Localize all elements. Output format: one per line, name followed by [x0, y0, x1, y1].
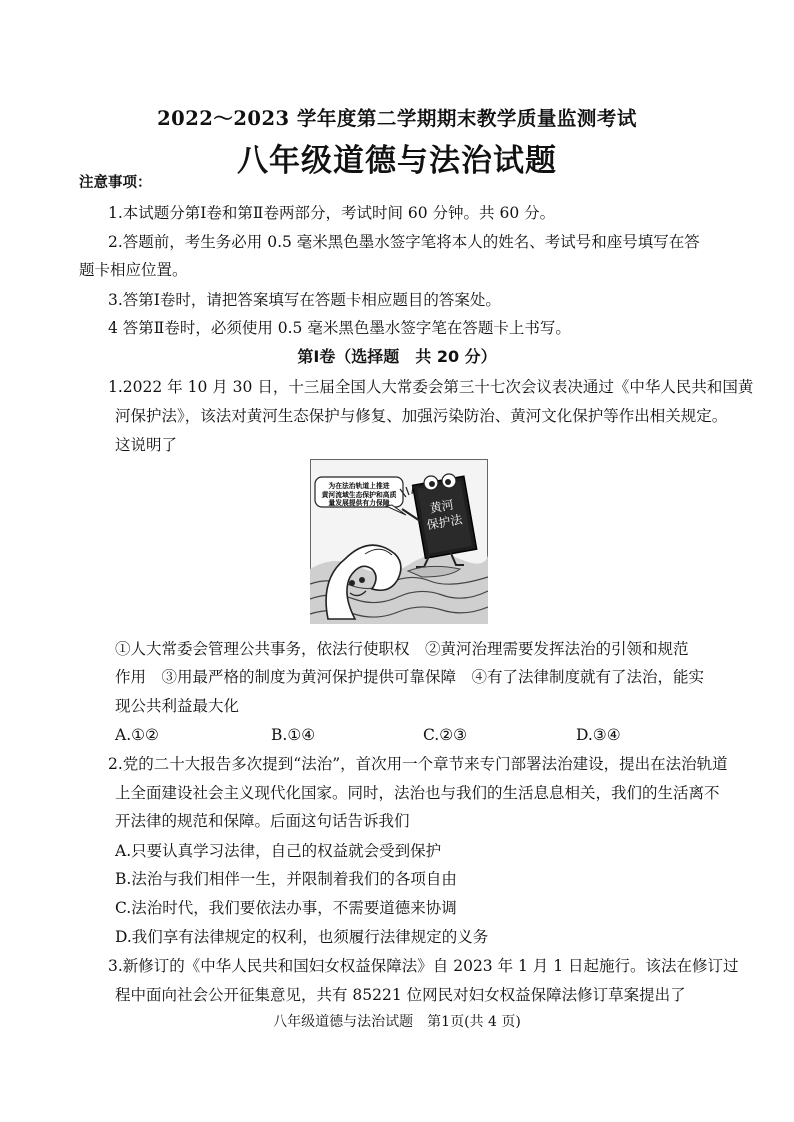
notice-item-3: 3.答第Ⅰ卷时，请把答案填写在答题卡相应题目的答案处。 — [108, 291, 501, 309]
q1-option-c: C.②③ — [423, 726, 468, 744]
page-footer: 八年级道德与法治试题 第1页(共 4 页) — [273, 1014, 521, 1030]
q3-line-2: 程中面向社会公开征集意见，共有 85221 位网民对妇女权益保障法修订草案提出了 — [115, 986, 686, 1004]
q2-line-3: 开法律的规范和保障。后面这句话告诉我们 — [115, 812, 410, 830]
yellow-river-protection-law-cartoon — [310, 459, 488, 624]
q1-line-1: 1.2022 年 10 月 30 日，十三届全国人大常委会第三十七次会议表决通过《中华人民共和国黄 — [108, 378, 754, 396]
notice-item-2: 2.答题前，考生务必用 0.5 毫米黑色墨水签字笔将本人的姓名、考试号和座号填写在答 — [108, 233, 700, 251]
q1-line-3: 这说明了 — [115, 436, 178, 454]
q3-line-1: 3.新修订的《中华人民共和国妇女权益保障法》自 2023 年 1 月 1 日起施行。该法在修订过 — [108, 957, 739, 975]
notice-item-1: 1.本试题分第Ⅰ卷和第Ⅱ卷两部分，考试时间 60 分钟。共 60 分。 — [108, 204, 556, 222]
q2-option-d: D.我们享有法律规定的权利，也须履行法律规定的义务 — [115, 928, 489, 946]
q1-statements-1: ①人大常委会管理公共事务，依法行使职权 ②黄河治理需要发挥法治的引领和规范 — [115, 640, 689, 658]
q2-option-b: B.法治与我们相伴一生，并限制着我们的各项自由 — [115, 870, 457, 888]
notice-heading: 注意事项： — [79, 175, 152, 191]
q2-option-a: A.只要认真学习法律，自己的权益就会受到保护 — [115, 842, 442, 860]
book-title-1: 黄河 — [428, 497, 455, 516]
q1-statements-2: 作用 ③用最严格的制度为黄河保护提供可靠保障 ④有了法律制度就有了法治，能实 — [115, 668, 705, 686]
bubble-text-3: 量发展提供有力保障 — [328, 499, 390, 507]
subject-title: 八年级道德与法治试题 — [237, 143, 557, 179]
notice-item-2-cont: 题卡相应位置。 — [79, 261, 188, 279]
q2-option-c: C.法治时代，我们要依法办事，不需要道德来协调 — [115, 899, 457, 917]
q1-line-2: 河保护法》，该法对黄河生态保护与修复、加强污染防治、黄河文化保护等作出相关规定。 — [115, 407, 728, 425]
bubble-text-2: 黄河流域生态保护和高质 — [321, 491, 397, 499]
book-title-2: 保护法 — [425, 512, 464, 533]
exam-title: 2022～2023 学年度第二学期期末教学质量监测考试 — [157, 107, 637, 130]
q1-option-b: B.①④ — [271, 726, 316, 744]
notice-item-4: 4 答第Ⅱ卷时，必须使用 0.5 毫米黑色墨水签字笔在答题卡上书写。 — [108, 319, 571, 337]
section-heading: 第Ⅰ卷（选择题 共 20 分） — [297, 347, 497, 366]
q1-statements-3: 现公共利益最大化 — [115, 697, 240, 715]
q2-line-1: 2.党的二十大报告多次提到“法治”，首次用一个章节来专门部署法治建设，提出在法治轨道 — [108, 755, 728, 773]
q1-option-a: A.①② — [115, 726, 159, 744]
q2-line-2: 上全面建设社会主义现代化国家。同时，法治也与我们的生活息息相关，我们的生活离不 — [115, 784, 720, 802]
bubble-text-1: 为在法治轨道上推进 — [328, 482, 390, 490]
q1-option-d: D.③④ — [576, 726, 621, 744]
